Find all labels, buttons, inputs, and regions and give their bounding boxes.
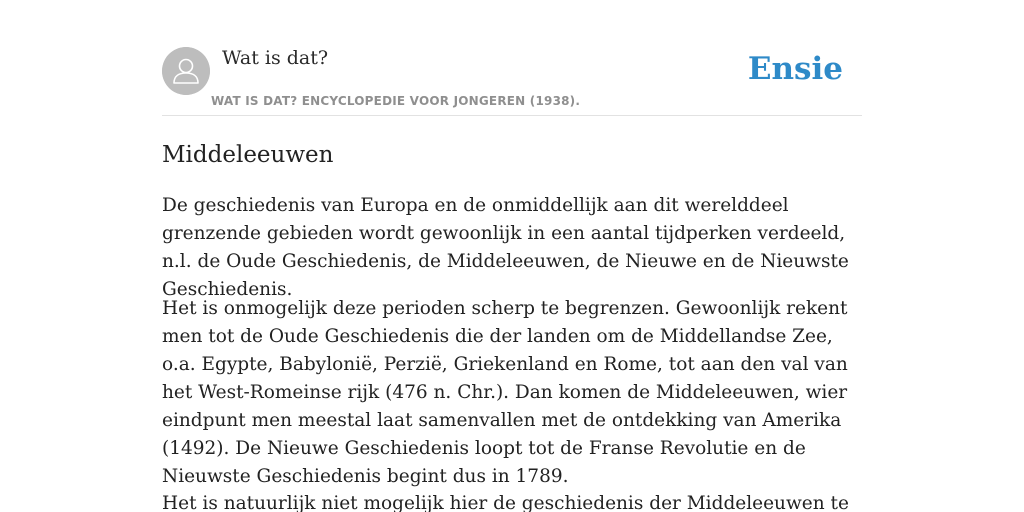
source-avatar[interactable]	[162, 47, 210, 95]
source-header	[162, 0, 862, 116]
source-subtitle: WAT IS DAT? ENCYCLOPEDIE VOOR JONGEREN (1938).	[211, 94, 581, 108]
page	[162, 0, 862, 512]
user-icon	[162, 47, 210, 95]
source-title[interactable]: Wat is dat?	[222, 47, 329, 69]
article-paragraph: Het is onmogelijk deze perioden scherp te begrenzen. Gewoonlijk rekent men tot de Oude Geschiedenis die der landen om de Middellandse Zee, o.a. Egypte, Babylonië, Perzië, Griekenland en Rome, tot aan den val van het West-Romeinse rijk (476 n. Chr.). Dan komen de Middeleeuwen, wier eindpunt men meestal laat samenvallen met de ontdekking van Amerika (1492). De Nieuwe Geschiedenis loopt tot de Franse Revolutie en de Nieuwste Geschiedenis begint dus in 1789.	[162, 298, 848, 487]
ensie-logo[interactable]: Ensie	[747, 51, 843, 87]
article-paragraph: Het is natuurlijk niet mogelijk hier de geschiedenis der Middeleeuwen te	[162, 493, 849, 512]
article-paragraph: De geschiedenis van Europa en de onmiddellijk aan dit werelddeel grenzende gebieden wordt gewoonlijk in een aantal tijdperken verdeeld, n.l. de Oude Geschiedenis, de Middeleeuwen, de Nieuwe en de Nieuwste Geschiedenis.	[162, 195, 849, 300]
article-title: Middeleeuwen	[162, 142, 334, 168]
